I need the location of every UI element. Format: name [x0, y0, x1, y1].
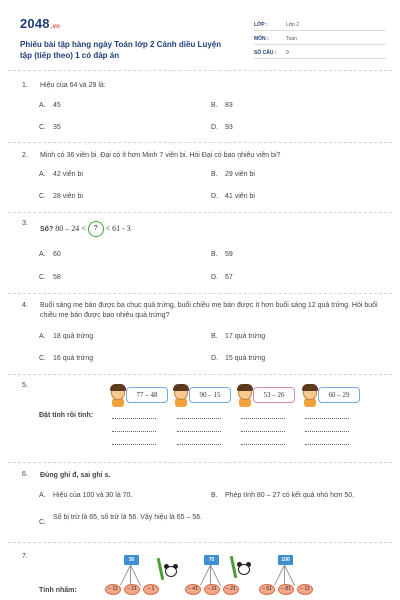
option-c[interactable]: C. 58: [39, 274, 61, 281]
divider: [8, 462, 392, 463]
option-d[interactable]: D. 57: [211, 274, 233, 281]
divider: [8, 212, 392, 213]
option-b[interactable]: B. 59: [211, 251, 233, 258]
question-label: Đặt tính rồi tính:: [39, 412, 94, 419]
divider: [8, 542, 392, 543]
answer-line[interactable]: [305, 444, 349, 445]
kid-with-bubble: 90 – 15: [171, 384, 233, 408]
subtract-circle[interactable]: – 31: [204, 584, 220, 595]
question-number: 4.: [22, 302, 28, 309]
question-number: 6.: [22, 471, 28, 478]
subtract-circle[interactable]: – 21: [223, 584, 239, 595]
divider: [8, 142, 392, 143]
question-label: Tính nhẩm:: [39, 587, 77, 594]
site-logo[interactable]: 2048.vn: [20, 16, 61, 31]
worksheet-page: [8, 6, 392, 600]
subtract-circle[interactable]: – 81: [278, 584, 294, 595]
option-b[interactable]: B. Phép tính 80 – 27 có kết quả nhỏ hơn 50.: [211, 492, 355, 499]
worksheet-title: Phiếu bài tập hàng ngày Toán lớp 2 Cánh diều Luyện tập (tiếp theo) 1 có đáp án: [20, 40, 222, 60]
subtract-circle[interactable]: – 51: [259, 584, 275, 595]
option-d[interactable]: D. 15 quả trứng: [211, 355, 266, 362]
divider: [8, 293, 392, 294]
question-text: Buổi sáng mẹ bán được ba chục quả trứng, buổi chiều mẹ bán được ít hơn buổi sáng 12 quả trứng. Hỏi buổi chiều mẹ bán được bao nhiêu quả trứng?: [40, 302, 378, 319]
question-label: Đúng ghi đ, sai ghi s.: [40, 472, 111, 479]
meta-row-count: SỐ CÂU : 9: [254, 46, 386, 59]
worksheet-meta: [254, 18, 386, 60]
option-b[interactable]: B. 17 quả trứng: [211, 333, 266, 340]
subtract-circle[interactable]: – 21: [124, 584, 140, 595]
option-b[interactable]: B. 83: [211, 102, 233, 109]
subtract-circle[interactable]: – 11: [297, 584, 313, 595]
option-c[interactable]: C. 16 quả trứng: [39, 355, 94, 362]
option-c-letter: C.: [39, 519, 46, 526]
answer-blank[interactable]: ?: [88, 221, 104, 237]
question-number: 3.: [22, 220, 28, 227]
option-c[interactable]: Số bị trừ là 65, số trừ là 56. Vậy hiệu là 65 – 56.: [53, 514, 203, 521]
answer-line[interactable]: [177, 418, 221, 419]
connector-line: [284, 565, 295, 586]
start-number: 30: [124, 555, 139, 565]
option-a[interactable]: A. 18 quả trứng: [39, 333, 94, 340]
connector-line: [130, 565, 141, 586]
kid-with-bubble: 60 – 29: [300, 384, 362, 408]
meta-row-class: LỚP : Lớp 2: [254, 18, 386, 31]
kid-with-bubble: 53 – 26: [235, 384, 297, 408]
question-number: 2.: [22, 152, 28, 159]
question-number: 1.: [22, 82, 28, 89]
start-number: 100: [278, 555, 293, 565]
question-text: Minh có 36 viên bi. Đại có ít hơn Minh 7 viên bi. Hỏi Đại có bao nhiêu viên bi?: [40, 152, 281, 159]
subtract-circle[interactable]: – 41: [185, 584, 201, 595]
kid-with-bubble: 77 – 48: [108, 384, 170, 408]
panda-icon: [236, 562, 252, 578]
subtract-circle[interactable]: – 11: [105, 584, 121, 595]
divider: [8, 70, 392, 71]
option-b[interactable]: B. 29 viên bi: [211, 171, 255, 178]
divider: [8, 374, 392, 375]
answer-line[interactable]: [305, 418, 349, 419]
answer-line[interactable]: [177, 444, 221, 445]
connector-line: [210, 565, 221, 586]
option-d[interactable]: D. 41 viên bi: [211, 193, 255, 200]
question-number: 7.: [22, 553, 28, 560]
answer-line[interactable]: [241, 431, 285, 432]
answer-line[interactable]: [112, 431, 156, 432]
question-number: 5.: [22, 382, 28, 389]
option-a[interactable]: A. 45: [39, 102, 61, 109]
answer-line[interactable]: [177, 431, 221, 432]
question-expression: Số? 80 – 24 < ? < 61 - 3: [40, 221, 131, 237]
option-c[interactable]: C. 35: [39, 124, 61, 131]
meta-row-subject: MÔN : Toán: [254, 32, 386, 45]
question-text: Hiệu của 64 và 29 là:: [40, 82, 106, 89]
option-a[interactable]: A. 60: [39, 251, 61, 258]
answer-line[interactable]: [112, 418, 156, 419]
answer-line[interactable]: [241, 444, 285, 445]
answer-line[interactable]: [305, 431, 349, 432]
option-a[interactable]: A. Hiệu của 100 và 30 là 70.: [39, 492, 133, 499]
start-number: 70: [204, 555, 219, 565]
option-c[interactable]: C. 28 viên bi: [39, 193, 83, 200]
option-d[interactable]: D. 93: [211, 124, 233, 131]
subtract-circle[interactable]: – 1: [143, 584, 159, 595]
answer-line[interactable]: [241, 418, 285, 419]
answer-line[interactable]: [112, 444, 156, 445]
panda-icon: [163, 564, 179, 580]
option-a[interactable]: A. 42 viên bi: [39, 171, 83, 178]
